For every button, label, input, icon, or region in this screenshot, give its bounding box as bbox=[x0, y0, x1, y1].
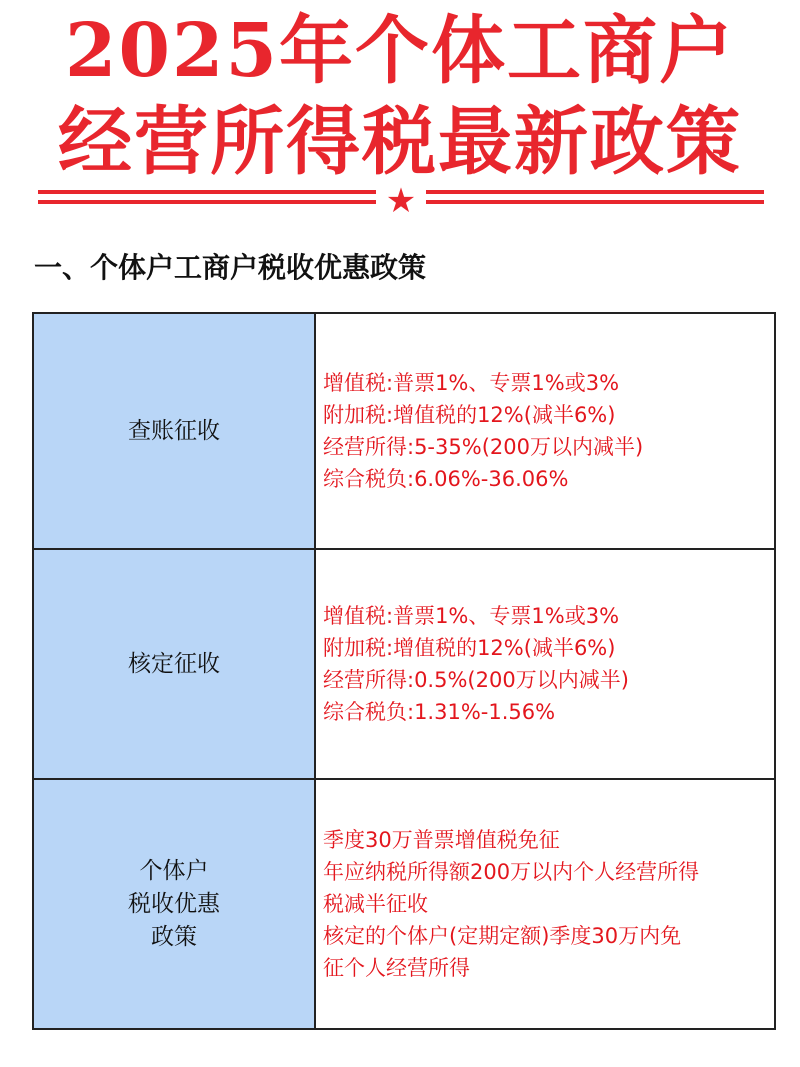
table-row bbox=[33, 549, 775, 779]
row-label-audit bbox=[33, 313, 315, 549]
row-label-line: 核定征收 bbox=[128, 650, 220, 677]
row-label-line: 个体户 bbox=[139, 857, 209, 884]
row-content-audit bbox=[315, 313, 775, 549]
content-line: 综合税负:6.06%-36.06% bbox=[323, 467, 569, 491]
content-line: 综合税负:1.31%-1.56% bbox=[323, 700, 556, 724]
content-line: 季度30万普票增值税免征 bbox=[323, 828, 560, 852]
content-line: 征个人经营所得 bbox=[323, 956, 470, 980]
title-line-2: 经营所得税最新政策 bbox=[58, 99, 742, 185]
tax-policy-table bbox=[32, 312, 776, 1030]
content-line: 经营所得:5-35%(200万以内减半) bbox=[323, 435, 644, 459]
content-line: 核定的个体户(定期定额)季度30万内免 bbox=[323, 924, 682, 948]
row-label-assessed bbox=[33, 549, 315, 779]
content-line: 年应纳税所得额200万以内个人经营所得 bbox=[323, 860, 700, 884]
row-label-line: 税收优惠 bbox=[128, 890, 220, 917]
title-line-1: 2025年个体工商户 bbox=[65, 8, 735, 94]
section-title: 一、个体户工商户税收优惠政策 bbox=[34, 251, 427, 284]
row-content-preferential bbox=[315, 779, 775, 1029]
content-line: 附加税:增值税的12%(减半6%) bbox=[323, 636, 616, 660]
star-icon: ★ bbox=[385, 181, 417, 221]
content-line: 增值税:普票1%、专票1%或3% bbox=[323, 371, 620, 395]
content-line: 增值税:普票1%、专票1%或3% bbox=[323, 604, 620, 628]
content-line: 经营所得:0.5%(200万以内减半) bbox=[323, 668, 629, 692]
table-row bbox=[33, 313, 775, 549]
content-line: 税减半征收 bbox=[323, 892, 428, 916]
content-line: 附加税:增值税的12%(减半6%) bbox=[323, 403, 616, 427]
row-label-line: 政策 bbox=[151, 923, 197, 950]
table-row bbox=[33, 779, 775, 1029]
row-label-preferential bbox=[33, 779, 315, 1029]
row-content-assessed bbox=[315, 549, 775, 779]
row-label-line: 查账征收 bbox=[128, 417, 220, 444]
